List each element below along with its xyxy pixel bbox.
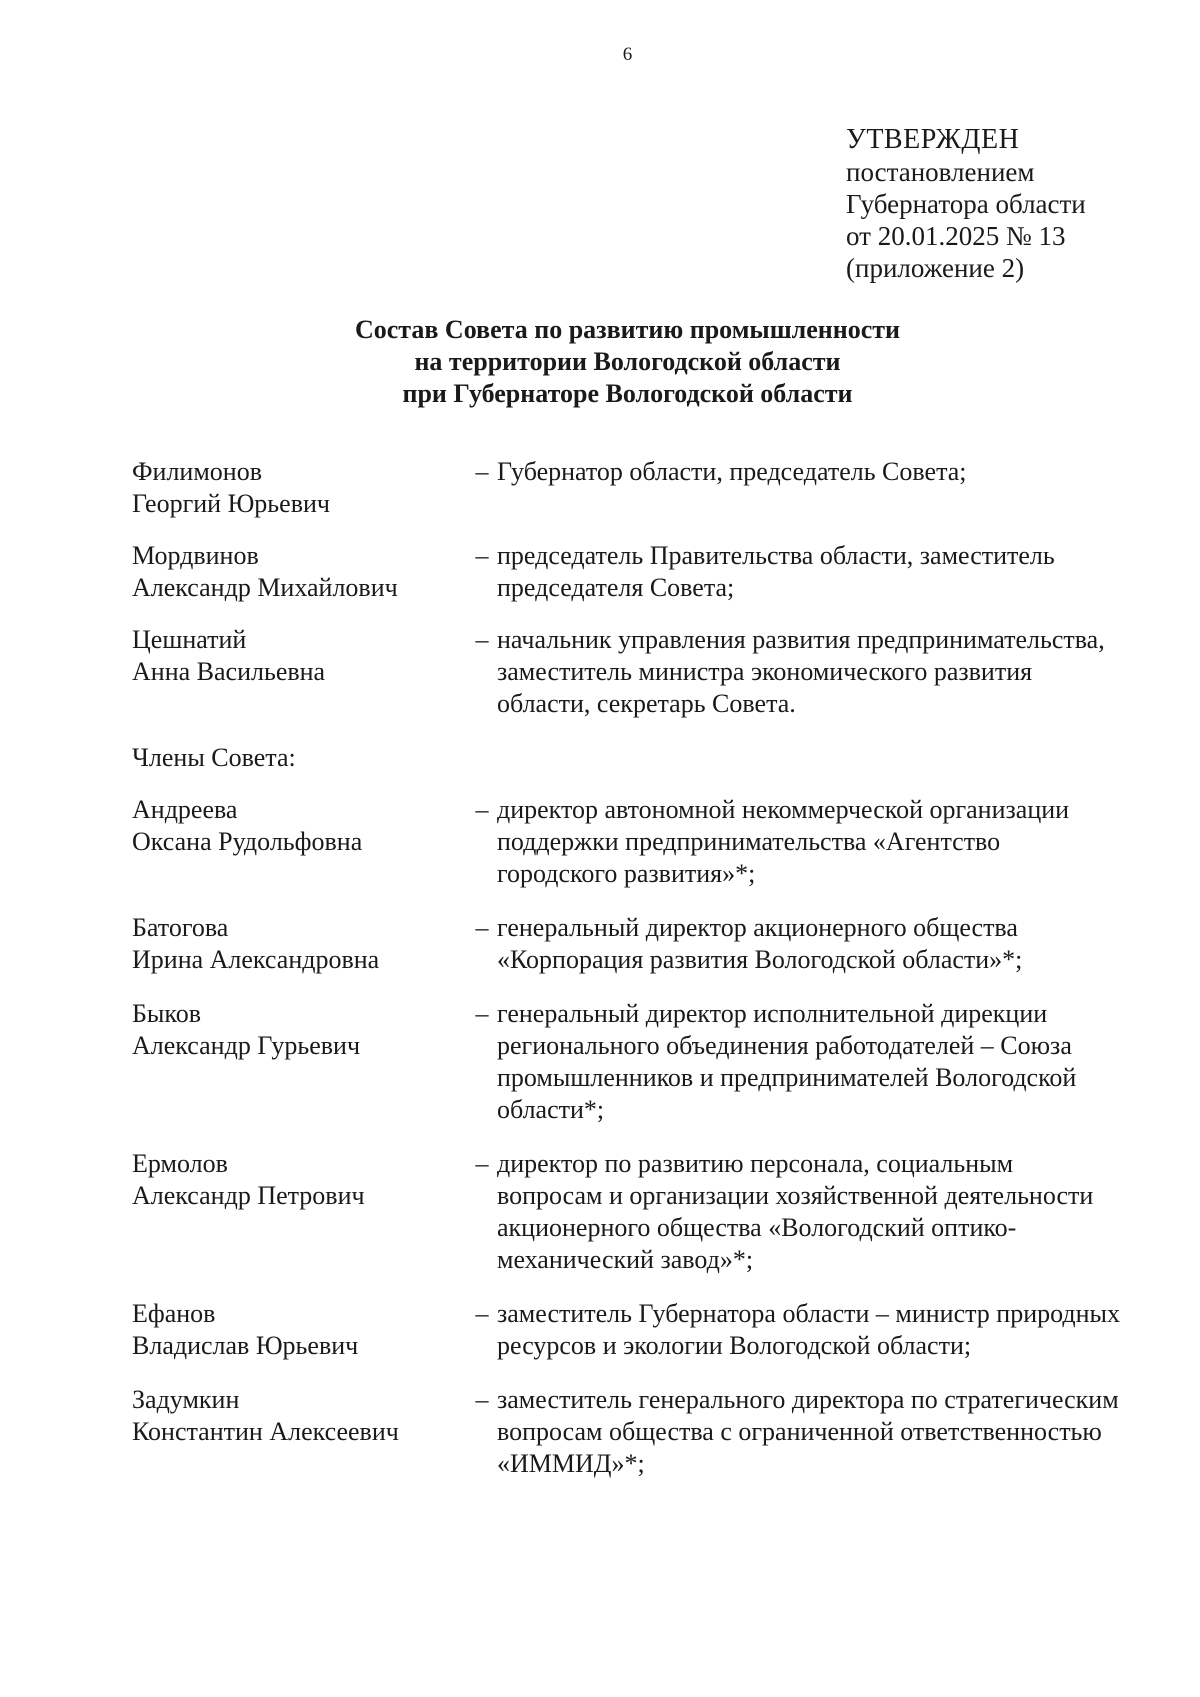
members-heading: Члены Совета: <box>132 743 296 772</box>
member-entry <box>132 794 1122 890</box>
member-name <box>132 1298 467 1362</box>
approval-stamp: УТВЕРЖДЕН <box>846 124 1020 155</box>
member-role: генеральный директор акционерного общества «Корпорация развития Вологодской области»*; <box>497 913 1023 974</box>
member-role: председатель Правительства области, заместитель председателя Совета; <box>497 541 1055 602</box>
title-line: при Губернаторе Вологодской области <box>402 379 853 408</box>
member-surname: Филимонов <box>132 457 262 486</box>
member-given-name: Георгий Юрьевич <box>132 489 330 518</box>
member-entry <box>132 1298 1122 1362</box>
member-surname: Батогова <box>132 913 229 942</box>
title-line: Состав Совета по развитию промышленности <box>354 315 901 344</box>
dash-separator: – <box>475 795 489 824</box>
document-title <box>0 314 1200 410</box>
member-role: директор автономной некоммерческой организации поддержки предпринимательства «Агентство городского развития»*; <box>497 795 1070 888</box>
member-entry <box>132 1148 1122 1276</box>
member-entry <box>132 1384 1122 1480</box>
dash-separator: – <box>475 1385 489 1414</box>
member-given-name: Александр Гурьевич <box>132 1031 361 1060</box>
dash-separator: – <box>475 999 489 1028</box>
member-given-name: Александр Петрович <box>132 1181 365 1210</box>
member-surname: Задумкин <box>132 1385 240 1414</box>
council-composition <box>132 456 1122 1480</box>
member-role: заместитель генерального директора по стратегическим вопросам общества с ограниченной ответственностью «ИММИД»*; <box>497 1385 1119 1478</box>
dash-separator: – <box>475 541 489 570</box>
member-entry <box>132 624 1122 720</box>
member-name <box>132 456 467 520</box>
member-given-name: Владислав Юрьевич <box>132 1331 359 1360</box>
member-name <box>132 540 467 604</box>
page-number: 6 <box>622 44 633 65</box>
member-surname: Быков <box>132 999 201 1028</box>
member-surname: Ермолов <box>132 1149 228 1178</box>
member-given-name: Александр Михайлович <box>132 573 398 602</box>
member-given-name: Оксана Рудольфовна <box>132 827 363 856</box>
title-line: на территории Вологодской области <box>414 347 841 376</box>
dash-separator: – <box>475 1299 489 1328</box>
member-entry <box>132 912 1122 976</box>
member-given-name: Ирина Александровна <box>132 945 380 974</box>
member-given-name: Константин Алексеевич <box>132 1417 399 1446</box>
member-role: Губернатор области, председатель Совета; <box>497 457 967 486</box>
member-name <box>132 1384 467 1448</box>
approval-block <box>846 124 1086 284</box>
approval-line: от 20.01.2025 № 13 <box>846 221 1066 251</box>
dash-separator: – <box>475 913 489 942</box>
member-surname: Андреева <box>132 795 238 824</box>
member-entry <box>132 540 1122 604</box>
dash-separator: – <box>475 1149 489 1178</box>
member-name <box>132 624 467 688</box>
member-given-name: Анна Васильевна <box>132 657 326 686</box>
member-surname: Ефанов <box>132 1299 216 1328</box>
member-role: директор по развитию персонала, социальным вопросам и организации хозяйственной деятельности акционерного общества «Вологодский оптико-механический завод»*; <box>497 1149 1094 1274</box>
approval-line: (приложение 2) <box>846 253 1025 283</box>
approval-line: Губернатора области <box>846 189 1086 219</box>
member-name <box>132 794 467 858</box>
member-entry <box>132 998 1122 1126</box>
member-name <box>132 1148 467 1212</box>
dash-separator: – <box>475 457 489 486</box>
dash-separator: – <box>475 625 489 654</box>
member-role: начальник управления развития предпринимательства, заместитель министра экономического развития области, секретарь Совета. <box>497 625 1105 718</box>
member-name <box>132 912 467 976</box>
member-surname: Мордвинов <box>132 541 259 570</box>
member-entry <box>132 456 1122 520</box>
member-surname: Цешнатий <box>132 625 247 654</box>
member-role: генеральный директор исполнительной дирекции регионального объединения работодателей – Союза промышленников и предпринимателей Вологодской области*; <box>497 999 1077 1124</box>
approval-line: постановлением <box>846 157 1035 187</box>
member-role: заместитель Губернатора области – министр природных ресурсов и экологии Вологодской области; <box>497 1299 1120 1360</box>
member-name <box>132 998 467 1062</box>
